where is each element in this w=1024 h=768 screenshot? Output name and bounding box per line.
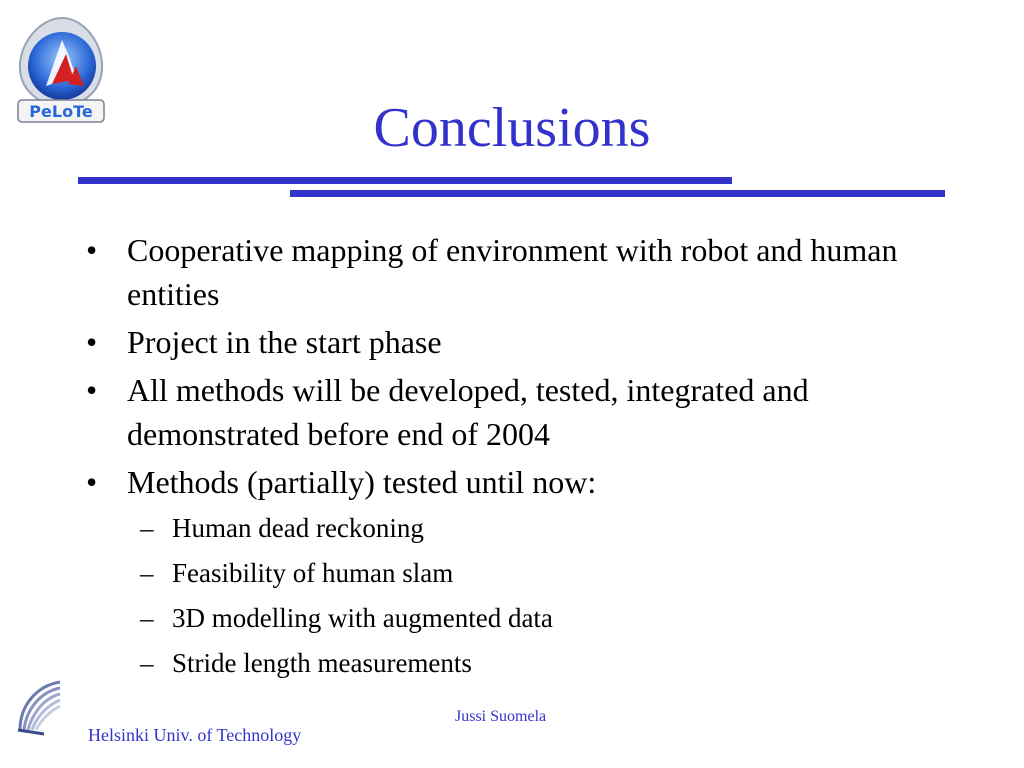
sub-bullet-text: Human dead reckoning — [172, 513, 424, 543]
sub-bullet-text: Feasibility of human slam — [172, 558, 454, 588]
sub-bullet-text: Stride length measurements — [172, 648, 472, 678]
sub-bullet-item — [80, 508, 960, 548]
bullet-marker: • — [86, 372, 98, 408]
bullet-text: Cooperative mapping of environment with robot and human entities — [127, 232, 898, 312]
logo-text: PeLoTe — [29, 102, 93, 121]
university-logo-icon — [14, 676, 64, 736]
title-underline-top — [78, 177, 732, 184]
sub-bullet-text: 3D modelling with augmented data — [172, 603, 553, 633]
bullet-item — [80, 460, 960, 504]
sub-bullet-item — [80, 643, 960, 683]
sub-bullet-item — [80, 553, 960, 593]
bullet-marker: • — [86, 232, 98, 268]
dash-marker: – — [140, 603, 154, 633]
sub-bullet-item — [80, 598, 960, 638]
dash-marker: – — [140, 558, 154, 588]
dash-marker: – — [140, 648, 154, 678]
bullet-item — [80, 320, 960, 364]
bullet-marker: • — [86, 464, 98, 500]
slide-title: Conclusions — [373, 97, 651, 159]
bullet-item — [80, 368, 960, 456]
footer-author: Jussi Suomela — [455, 708, 547, 725]
slide-content — [80, 228, 960, 688]
bullet-marker: • — [86, 324, 98, 360]
bullet-item — [80, 228, 960, 316]
dash-marker: – — [140, 513, 154, 543]
bullet-text: Methods (partially) tested until now: — [127, 464, 597, 500]
footer-organization: Helsinki Univ. of Technology — [88, 725, 302, 745]
bullet-text: All methods will be developed, tested, integrated and demonstrated before end of 2004 — [127, 372, 809, 452]
title-underline-bottom — [290, 190, 945, 197]
bullet-text: Project in the start phase — [127, 324, 442, 360]
